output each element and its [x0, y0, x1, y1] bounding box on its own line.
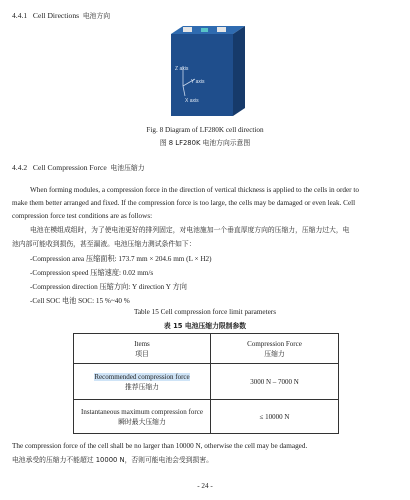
section-title-en: Cell Compression Force — [32, 163, 107, 172]
page-number: - 24 - — [197, 482, 213, 490]
table-caption-cn: 表 15 电池压缩力限制参数 — [163, 322, 247, 330]
paragraph-cn-line-1: 电池在模组成组时，为了使电池更好的排列固定，对电池施加一个垂直厚度方向的压缩力，压缩力过大，电 — [30, 226, 350, 234]
section-number: 4.4.2 — [12, 163, 28, 172]
row-item-cn: 推荐压缩力 — [125, 382, 159, 391]
paragraph-en-line-1: When forming modules, a compression force in the direction of vertical thickness is applied to the cells in order to — [30, 186, 359, 194]
section-title-cn: 电池方向 — [82, 12, 111, 20]
paragraph-en-line-2: make them better arranged and fixed. If the compression force is too large, the cells may be damaged or even leak. Cell — [12, 199, 356, 207]
row-item-en: Instantaneous maximum compression force — [81, 407, 203, 416]
footer-en: The compression force of the cell shall be no larger than 10000 N, otherwise the cell may be damaged. — [12, 442, 308, 450]
table-row — [74, 400, 339, 434]
header-force — [211, 334, 339, 364]
header-items — [74, 334, 211, 364]
row-item — [74, 400, 211, 434]
section-title-en: Cell Directions — [32, 11, 80, 20]
compression-force-table — [73, 333, 339, 434]
x-axis-label: X axis — [185, 98, 199, 104]
terminal-left — [183, 27, 192, 32]
section-number: 4.4.1 — [12, 11, 28, 20]
vent — [201, 28, 208, 32]
row-value: 3000 N – 7000 N — [211, 364, 339, 400]
condition-speed: -Compression speed 压缩速度: 0.02 mm/s — [30, 269, 154, 277]
condition-direction: -Compression direction 压缩方向: Y direction Y 方向 — [30, 283, 187, 291]
y-axis-label: Y axis — [191, 79, 205, 85]
row-value: ≤ 10000 N — [211, 400, 339, 434]
cell-front-face — [171, 34, 233, 116]
cell-diagram — [145, 22, 265, 118]
condition-area: -Compression area 压缩面积: 173.7 mm × 204.6 mm (L × H2) — [30, 255, 212, 263]
figure-caption-en: Fig. 8 Diagram of LF280K cell direction — [146, 126, 264, 134]
figure-caption-cn: 图 8 LF280K 电池方向示意图 — [159, 139, 251, 147]
paragraph-en-line-3: compression force test conditions are as follows: — [12, 212, 153, 220]
paragraph-cn-line-2: 池内部可能收到损伤，甚至漏液。电池压缩力测试条件如下： — [12, 240, 196, 248]
row-item — [74, 364, 211, 400]
cell-side-face — [233, 26, 245, 116]
header-items-cn: 项目 — [135, 349, 149, 358]
section-4-4-2-heading — [12, 162, 145, 172]
header-force-en: Compression Force — [247, 339, 302, 348]
section-title-cn: 电池压缩力 — [110, 164, 145, 172]
row-item-cn: 瞬时最大压缩力 — [118, 417, 166, 426]
terminal-right — [217, 27, 226, 32]
table-caption-en: Table 15 Cell compression force limit parameters — [133, 308, 276, 316]
highlighted-item-en: Recommended compression force — [94, 372, 190, 381]
table-row — [74, 364, 339, 400]
cell-direction-figure — [145, 22, 265, 118]
table-header-row — [74, 334, 339, 364]
header-force-cn: 压缩力 — [264, 349, 285, 358]
z-axis-label: Z axis — [175, 66, 189, 72]
footer-cn: 电池承受的压缩力不能超过 10000 N，否则可能电池会受到损害。 — [12, 456, 213, 464]
condition-soc: -Cell SOC 电池 SOC: 15 %~40 % — [30, 297, 130, 305]
header-items-en: Items — [134, 339, 150, 348]
section-4-4-1-heading — [12, 10, 110, 20]
